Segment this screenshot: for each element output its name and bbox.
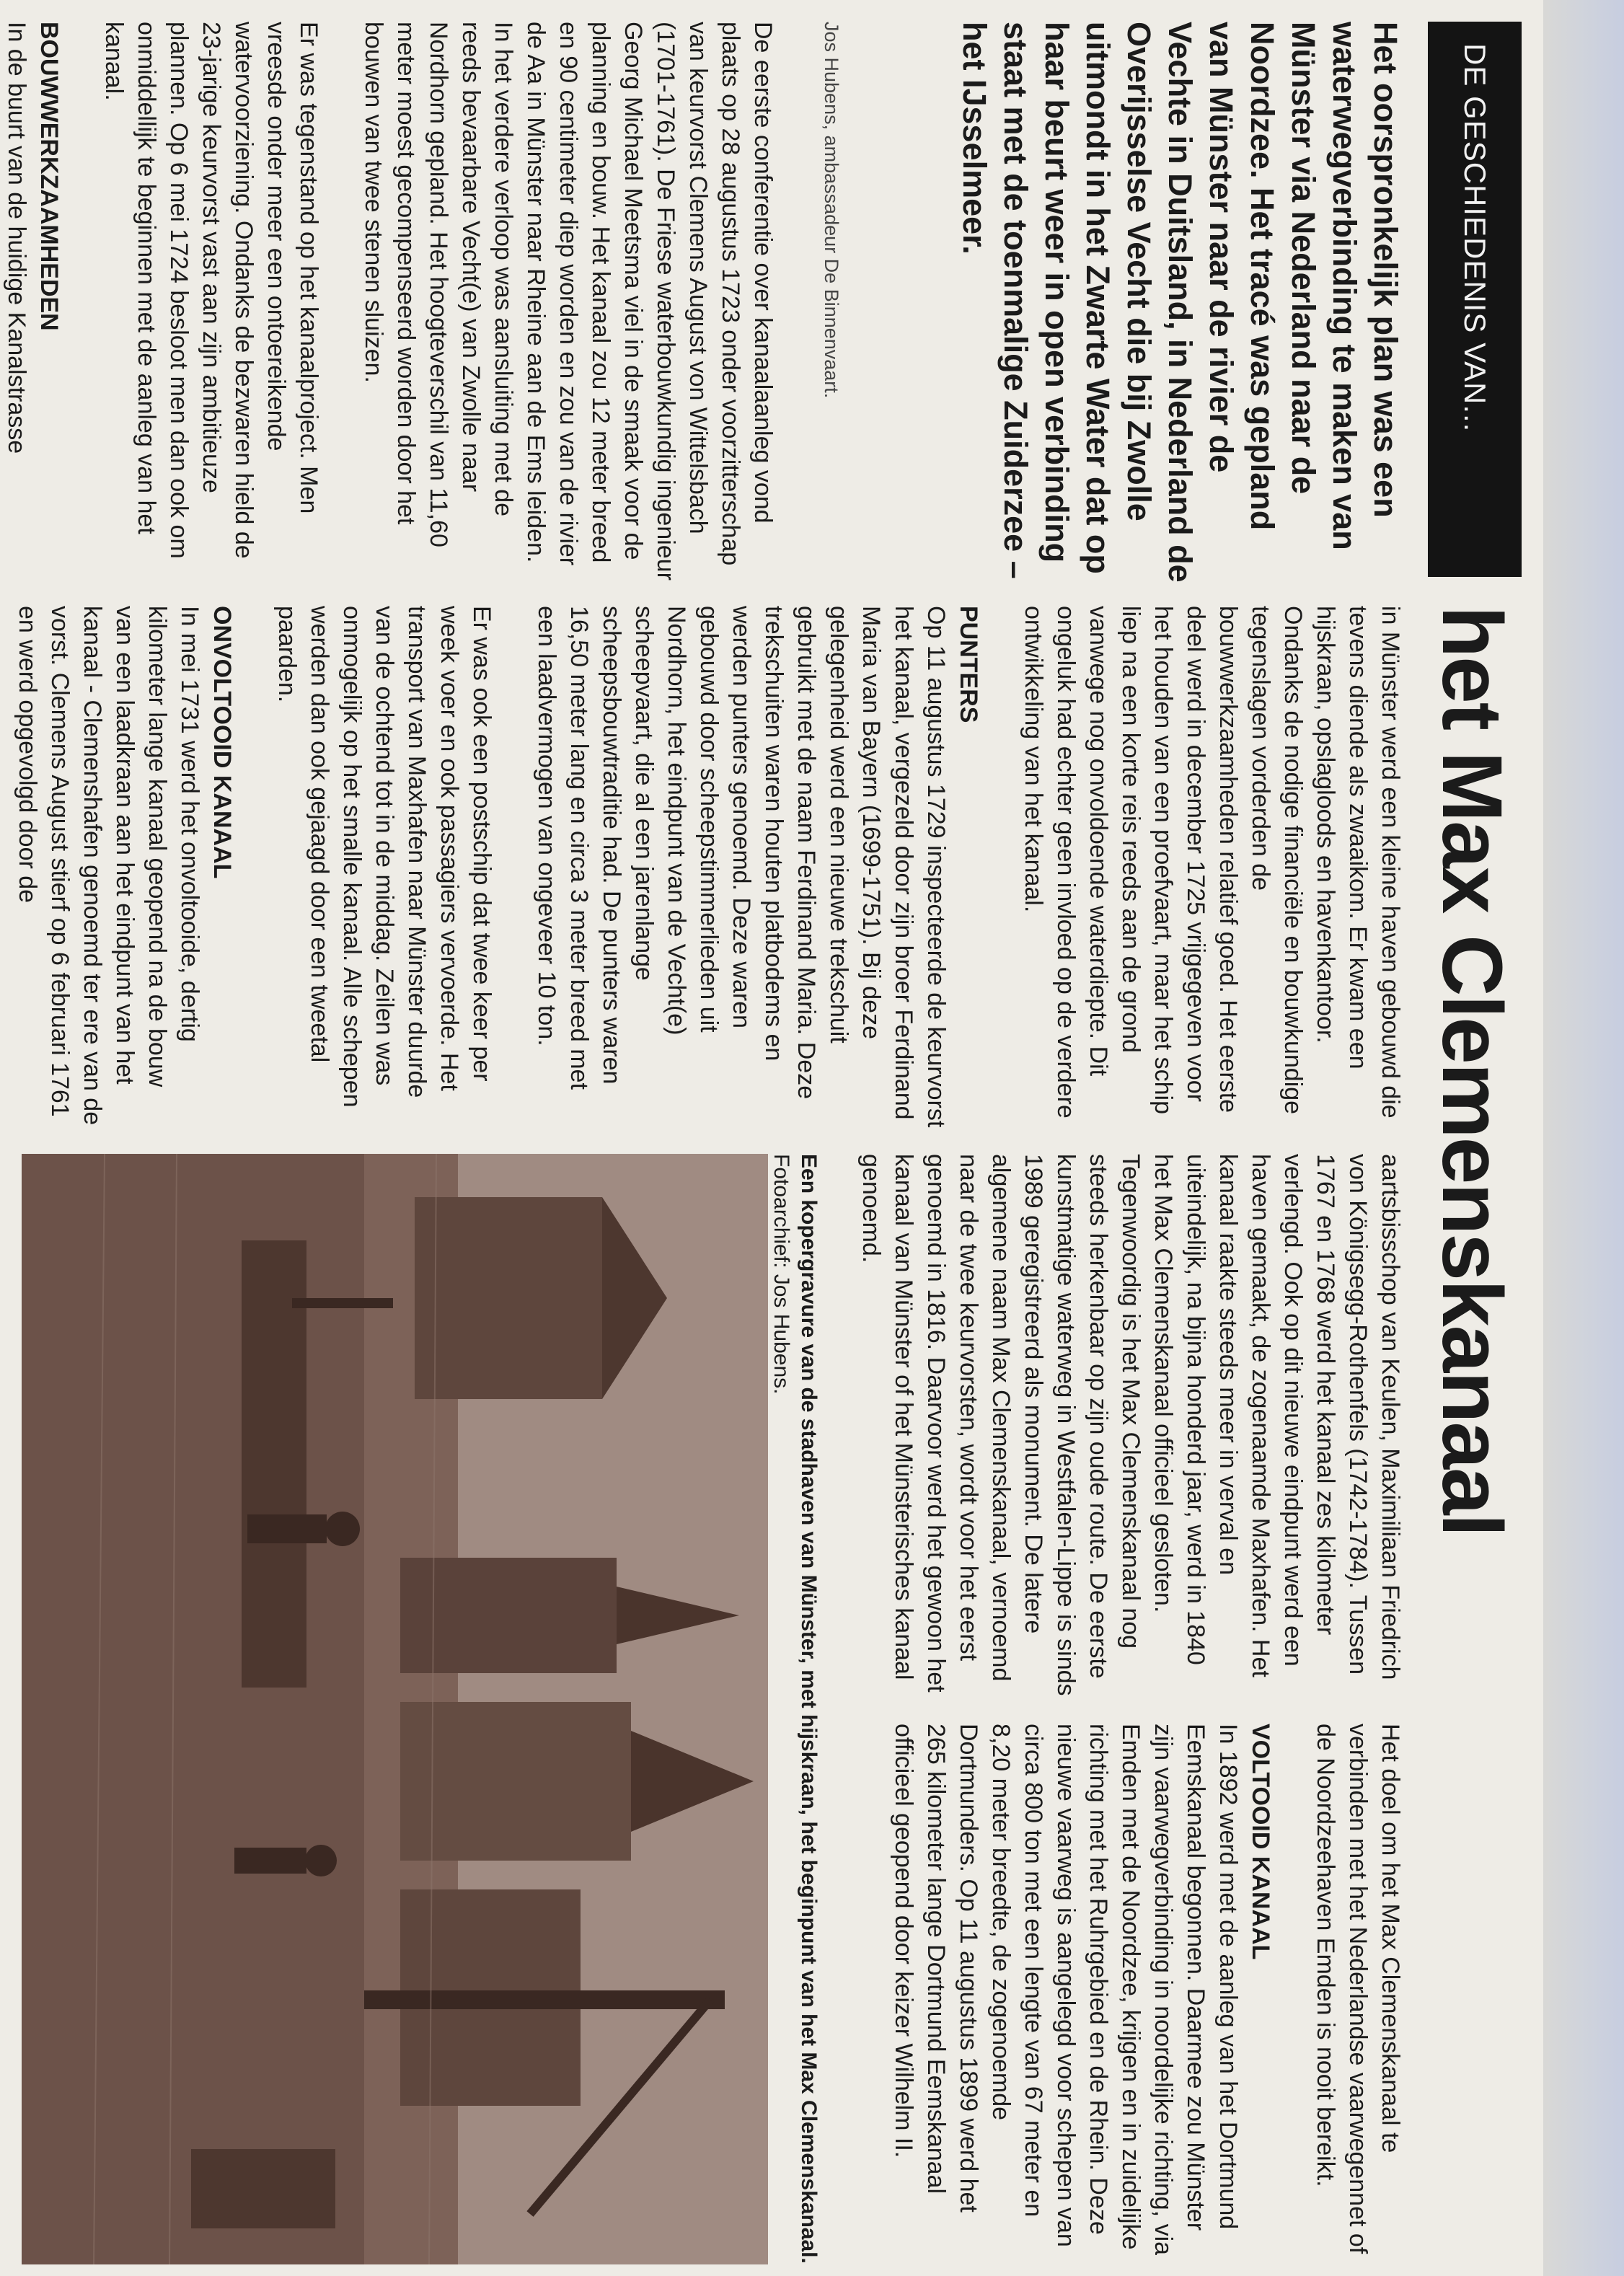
text-column-4 xyxy=(887,1724,1406,2257)
text-column-3 xyxy=(855,1154,1406,1702)
paragraph: De eerste conferentie over kanaalaanleg vond plaats op 28 augustus 1723 onder voorzitterschap van keurvorst Clemens August von Wittelsbach (1701-1761). De Friese waterbouwkundig ingenieur Georg Michael Meetsma viel in de smaak voor de planning en bouw. Het kanaal zou 12 meter breed en 90 centimeter diep worden en zou van de rivier de Aa in Münster naar Rheine aan de Ems leiden. In het verdere verloop was aansluiting met de reeds bevaarbare Vecht(e) van Zwolle naar Nordhorn gepland. Het hoogteverschil van 11,60 meter moest gecompenseerd worden door het bouwen van twee stenen sluizen. xyxy=(360,22,777,581)
caption-text: Een kopergravure van de stadhaven van Münster, met hijskraan, het beginpunt van het Max Clemenskanaal. xyxy=(797,1154,821,2264)
intro-lead: Het oorspronkelijk plan was een waterwegverbinding te maken van Münster via Nederland naar de Noordzee. Het tracé was gepland van Münster naar de rivier de Vechte in Duitsland, in Nederland de Overijsselse Vecht die bij Zwolle uitmondt in het Zwarte Water dat op haar beurt weer in open verbinding staat met de toenmalige Zuiderzee – het IJsselmeer. xyxy=(956,22,1404,583)
byline: Jos Hubens, ambassadeur De Binnenvaart. xyxy=(821,22,842,399)
photo-caption xyxy=(767,1154,822,2264)
subheading-punters: PUNTERS xyxy=(955,606,982,723)
paragraph: Op 11 augustus 1729 inspecteerde de keurvorst het kanaal, vergezeld door zijn broer Ferdinand Maria van Bayern (1699-1751). Bij deze gelegenheid werd een nieuwe trekschuit gebruikt met de naam Ferdinand Maria. Deze trekschuiten waren houten platbodems en werden punters genoemd. Deze waren gebouwd door scheepstimmerlieden uit Nordhorn, het eindpunt van de Vecht(e) scheepvaart, die al een jarenlange scheepsbouwtraditie had. De punters waren 16,50 meter lang en circa 3 meter breed met een laadvermogen van ongeveer 10 ton. xyxy=(533,606,950,1128)
paragraph: in Münster werd een kleine haven gebouwd die tevens diende als zwaaikom. Er kwam een hijskraan, opslagloods en havenkantoor. Ondanks de nodige financiële en bouwkundige tegenslagen vorderden de bouwwerkzaamheden relatief goed. Het eerste deel werd in december 1725 vrijgegeven voor het houden van een proefvaart, maar het schip liep na een korte reis reeds aan de grond vanwege nog onvoldoende waterdiepte. Dit ongeluk had echter geen invloed op de verdere ontwikkeling van het kanaal. xyxy=(1020,606,1404,1119)
subheading-bouwwerkzaamheden: BOUWWERKZAAMHEDEN xyxy=(35,22,63,331)
paragraph: Er was tegenstand op het kanaalproject. Men vreesde onder meer een ontoereikende watervoorziening. Ondanks de bezwaren hield de 23-jarige keurvorst vast aan zijn ambitieuze plannen. Op 6 mei 1724 besloot men dan ook om onmiddellijk te beginnen met de aanleg van het kanaal. xyxy=(100,22,322,559)
subheading-onvoltooid-kanaal: ONVOLTOOID KANAAL xyxy=(208,606,236,879)
paragraph: Er was ook een postschip dat twee keer per week voer en ook passagiers vervoerde. Het transport van Maxhafen naar Münster duurde van de ochtend tot in de middag. Zeilen was onmogelijk op het smalle kanaal. Alle schepen werden dan ook gejaagd door een tweetal paarden. xyxy=(273,606,495,1108)
paragraph: Het doel om het Max Clemenskanaal te verbinden met het Nederlandse vaarwegennet of de Noordzeehaven Emden is nooit bereikt. xyxy=(1312,1724,1404,2254)
text-column-2 xyxy=(11,606,1406,1132)
subheading-voltooid-kanaal: VOLTOOID KANAAL xyxy=(1247,1724,1274,1960)
caption-credit: Fotoarchief: Jos Hubens. xyxy=(769,1154,793,1395)
paragraph: In de buurt van de huidige Kanalstrasse xyxy=(3,22,30,454)
paragraph: aartsbisschop van Keulen, Maximiliaan Friedrich von Königsegg-Rothenfels (1742-1784). Tussen 1767 en 1768 werd het kanaal zes kilometer verlengd. Ook op dit nieuwe eindpunt werd een haven gemaakt, de zogenaamde Maxhafen. Het kanaal raakte steeds meer in verval en uiteindelijk, na bijna honderd jaar, werd in 1840 het Max Clemenskanaal officieel gesloten. Tegenwoordig is het Max Clemenskanaal nog steeds herkenbaar op zijn oude route. De eerste kunstmatige waterweg in Westfalen-Lippe is sinds 1989 geregistreerd als monument. De latere algemene naam Max Clemenskanaal, vernoemd naar de twee keurvorsten, wordt voor het eerst genoemd in 1816. Daarvoor werd het gewoon het kanaal van Münster of het Münsterisches kanaal genoemd. xyxy=(857,1154,1404,1696)
paragraph: In mei 1731 werd het onvoltooide, dertig kilometer lange kanaal geopend na de bouw van een laadkraan aan het eindpunt van het kanaal - Clemenshafen genoemd ter ere van de vorst. Clemens August stierf op 6 februari 1761 en werd opgevolgd door de xyxy=(14,606,203,1126)
engraving-image xyxy=(22,1154,768,2264)
section-kicker: DE GESCHIEDENIS VAN... xyxy=(1428,22,1522,577)
paragraph: In 1892 werd met de aanleg van het Dortmund Eemskanaal begonnen. Daarmee zou Münster zijn vaarwegverbinding in noordelijke richting, via Emden met de Noordzee, krijgen en in zuidelijke richting met het Ruhrgebied en de Rhein. Deze nieuwe vaarweg is aangelegd voor schepen van circa 800 ton met een lengte van 67 meter en 8,20 meter breedte, de zogenoemde Dortmunders. Op 11 augustus 1899 werd het 265 kilometer lange Dortmund Eemskanaal officieel geopend door keizer Wilhelm II. xyxy=(890,1724,1242,2256)
headline: het Max Clemenskanaal xyxy=(1424,606,1519,1536)
text-column-1 xyxy=(0,22,779,584)
engraving-illustration xyxy=(22,1154,768,2264)
